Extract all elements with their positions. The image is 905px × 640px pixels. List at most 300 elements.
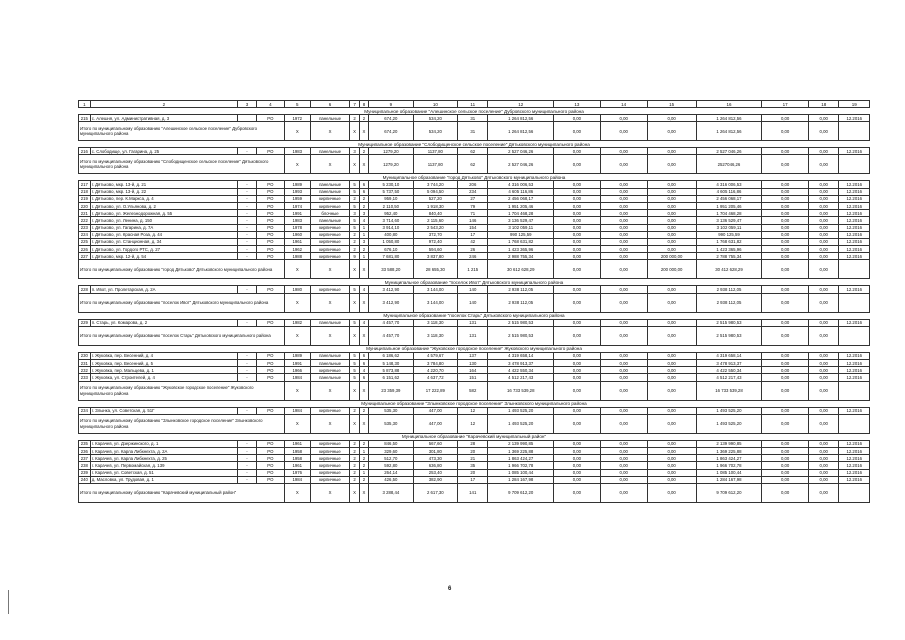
table-cell: 473,30 xyxy=(413,455,457,462)
table-cell: 0,00 xyxy=(809,455,839,462)
total-cell: 140 xyxy=(458,293,488,312)
table-cell: 1984 xyxy=(284,407,310,414)
table-cell: 1974 xyxy=(284,202,310,209)
table-cell: РО xyxy=(256,195,284,202)
total-cell: 0,00 xyxy=(553,483,600,502)
table-cell: 1 768 631,82 xyxy=(488,238,554,245)
total-cell: 0,00 xyxy=(553,122,600,141)
table-cell: 592,80 xyxy=(369,462,413,469)
table-cell: 234 xyxy=(458,188,488,195)
table-cell: с. Слободище, ул. Гагарина, д. 25 xyxy=(90,148,237,155)
table-cell: кирпичные xyxy=(310,202,350,209)
column-number: 14 xyxy=(600,101,647,108)
total-cell: 2 527 046,26 xyxy=(488,155,554,174)
total-cell: X xyxy=(310,414,350,433)
table-cell: 4 319 658,14 xyxy=(696,352,762,359)
table-cell: панельные xyxy=(310,352,350,359)
total-cell: X xyxy=(359,483,368,502)
table-cell: 12.2016 xyxy=(839,447,870,454)
table-cell: - xyxy=(238,286,257,293)
table-cell: 0,00 xyxy=(647,148,696,155)
table-cell: кирпичные xyxy=(310,238,350,245)
table-row xyxy=(79,476,870,483)
table-cell: 2 139 990,85 xyxy=(488,440,554,447)
table-cell: 3 136 529,47 xyxy=(488,217,554,224)
table-cell: 0,00 xyxy=(809,440,839,447)
table-cell: 972,40 xyxy=(413,238,457,245)
table-cell: кирпичные xyxy=(310,367,350,374)
table-cell: панельные xyxy=(310,319,350,326)
total-cell: 23 359,39 xyxy=(369,381,413,400)
table-cell: 225 xyxy=(79,238,91,245)
table-cell: 2 xyxy=(359,455,368,462)
total-cell: 0,00 xyxy=(600,414,647,433)
table-cell: РО xyxy=(256,210,284,217)
table-cell: - xyxy=(238,360,257,367)
total-cell: 1 264 812,56 xyxy=(696,122,762,141)
total-cell: 0,00 xyxy=(553,414,600,433)
table-cell: 5 xyxy=(350,286,359,293)
table-cell: 426,50 xyxy=(369,476,413,483)
section-title-row xyxy=(79,433,870,440)
table-cell: - xyxy=(238,231,257,238)
table-cell: 219 xyxy=(79,195,91,202)
table-cell: 2 139 990,85 xyxy=(696,440,762,447)
total-cell: 0,00 xyxy=(600,381,647,400)
table-cell: 3 136 529,47 xyxy=(696,217,762,224)
section-total-row xyxy=(79,414,870,433)
table-cell: 0,00 xyxy=(809,224,839,231)
total-cell: 0,00 xyxy=(553,155,600,174)
table-cell: 222 xyxy=(79,217,91,224)
table-cell: 1983 xyxy=(284,148,310,155)
table-cell: 35 xyxy=(458,462,488,469)
table-cell: - xyxy=(238,455,257,462)
table-row xyxy=(79,188,870,195)
table-cell: 0,00 xyxy=(809,231,839,238)
table-cell: 1993 xyxy=(284,188,310,195)
table-cell: 0,00 xyxy=(647,286,696,293)
table-cell: г. Дятьково, ул. Гагарина, д. 7А xyxy=(90,224,237,231)
table-cell: 1958 xyxy=(284,447,310,454)
section-title-row xyxy=(79,345,870,352)
table-cell: 1991 xyxy=(284,210,310,217)
table-cell: 2 988 755,34 xyxy=(488,253,554,260)
section-total-row xyxy=(79,122,870,141)
total-cell: 0,00 xyxy=(600,260,647,279)
total-cell: 2 617,30 xyxy=(413,483,457,502)
table-cell: г. Жуковка, пер. Весенний, д. 5 xyxy=(90,360,237,367)
table-cell: РО xyxy=(256,253,284,260)
total-cell: X xyxy=(284,155,310,174)
table-cell: 0,00 xyxy=(647,447,696,454)
table-cell: 7 681,80 xyxy=(369,253,413,260)
column-number: 12 xyxy=(488,101,554,108)
table-cell: 447,00 xyxy=(413,407,457,414)
total-cell: X xyxy=(310,260,350,279)
table-cell: - xyxy=(238,217,257,224)
table-cell: 4 579,67 xyxy=(413,352,457,359)
table-cell: 4 422 550,34 xyxy=(488,367,554,374)
total-cell: 1 215 xyxy=(458,260,488,279)
table-cell: 0,00 xyxy=(762,407,809,414)
table-cell: РО xyxy=(256,407,284,414)
table-cell: 0,00 xyxy=(647,469,696,476)
section-title: Муниципальное образование "Злынковское городское поселение" Злынковского муниципального района xyxy=(79,400,870,407)
table-cell: 0,00 xyxy=(600,238,647,245)
table-cell: РО xyxy=(256,231,284,238)
table-cell: 4 512 217,43 xyxy=(488,374,554,381)
section-title-row xyxy=(79,312,870,319)
table-cell: 5 xyxy=(350,352,359,359)
table-cell: 0,00 xyxy=(809,238,839,245)
table-cell: 0,00 xyxy=(600,115,647,122)
table-cell: 0,00 xyxy=(762,367,809,374)
table-cell: 4 xyxy=(359,367,368,374)
table-cell: 0,00 xyxy=(553,360,600,367)
table-cell: 0,00 xyxy=(647,367,696,374)
table-cell: РО xyxy=(256,447,284,454)
table-cell: 1 xyxy=(359,469,368,476)
table-cell: 0,00 xyxy=(809,469,839,476)
table-cell: 0,00 xyxy=(809,476,839,483)
table-cell: 0,00 xyxy=(647,188,696,195)
table-cell: 1 085 100,44 xyxy=(696,469,762,476)
table-cell: 0,00 xyxy=(809,188,839,195)
table-cell: 1 704 468,28 xyxy=(696,210,762,217)
table-cell: 2 xyxy=(350,476,359,483)
table-cell: 3 478 913,37 xyxy=(488,360,554,367)
table-cell: 0,00 xyxy=(647,352,696,359)
table-cell: 0,00 xyxy=(553,231,600,238)
table-cell: 131 xyxy=(458,319,488,326)
total-cell: 1279,20 xyxy=(369,155,413,174)
table-cell: 0,00 xyxy=(553,217,600,224)
total-cell: X xyxy=(350,414,359,433)
table-cell: 230 xyxy=(79,352,91,359)
table-cell: 0,00 xyxy=(600,319,647,326)
total-cell: 0,00 xyxy=(809,260,839,279)
total-cell: 0,00 xyxy=(647,326,696,345)
table-cell: 2 xyxy=(350,195,359,202)
table-cell: 1 264 812,56 xyxy=(696,115,762,122)
table-cell: 1 966 702,78 xyxy=(696,462,762,469)
table-cell: 0,00 xyxy=(762,440,809,447)
column-number: 4 xyxy=(256,101,284,108)
table-cell: 0,00 xyxy=(553,407,600,414)
table-cell: 12.2016 xyxy=(839,115,870,122)
table-row xyxy=(79,469,870,476)
table-cell: 0,00 xyxy=(553,455,600,462)
column-number: 1 xyxy=(79,101,91,108)
table-cell: 0,00 xyxy=(809,286,839,293)
table-cell: 5 094,50 xyxy=(413,188,457,195)
table-cell: 12.2016 xyxy=(839,374,870,381)
table-cell: 1984 xyxy=(284,476,310,483)
table-cell: блочные xyxy=(310,210,350,217)
total-cell: 131 xyxy=(458,326,488,345)
total-cell xyxy=(839,260,870,279)
table-row xyxy=(79,407,870,414)
table-cell: 0,00 xyxy=(553,286,600,293)
total-cell: 0,00 xyxy=(762,381,809,400)
table-row xyxy=(79,447,870,454)
table-cell xyxy=(238,115,257,122)
table-cell: 0,00 xyxy=(600,352,647,359)
table-row xyxy=(79,238,870,245)
table-cell: 0,00 xyxy=(600,210,647,217)
table-cell: 1978 xyxy=(284,224,310,231)
total-cell: 0,00 xyxy=(600,326,647,345)
table-cell: 12.2016 xyxy=(839,407,870,414)
column-number: 7 xyxy=(350,101,359,108)
table-cell: 1982 xyxy=(284,319,310,326)
table-cell: 2 xyxy=(359,148,368,155)
total-cell: 30 612 628,29 xyxy=(488,260,554,279)
total-cell: X xyxy=(350,122,359,141)
table-cell: 200 000,00 xyxy=(647,253,696,260)
table-cell: 2 xyxy=(359,246,368,253)
table-cell: 674,20 xyxy=(369,115,413,122)
table-cell: 0,00 xyxy=(600,253,647,260)
total-cell: 0,00 xyxy=(809,381,839,400)
total-cell: 535,30 xyxy=(369,414,413,433)
table-cell: 0,00 xyxy=(809,253,839,260)
total-cell: X xyxy=(284,326,310,345)
table-cell: РО xyxy=(256,246,284,253)
table-cell: - xyxy=(238,469,257,476)
table-cell: 382,90 xyxy=(413,476,457,483)
total-cell xyxy=(839,122,870,141)
table-cell: 0,00 xyxy=(762,181,809,188)
table-cell: 2 xyxy=(359,202,368,209)
table-cell: 151 xyxy=(458,374,488,381)
total-cell: 0,00 xyxy=(647,381,696,400)
total-cell: 0,00 xyxy=(762,293,809,312)
table-cell: 12.2016 xyxy=(839,217,870,224)
section-title-row xyxy=(79,141,870,148)
total-cell: X xyxy=(359,122,368,141)
table-cell: 636,80 xyxy=(413,462,457,469)
total-cell: X xyxy=(350,155,359,174)
table-cell: 1 863 424,27 xyxy=(488,455,554,462)
table-cell: г. Злынка, ул. Советская, д. 51Г xyxy=(90,407,237,414)
table-cell: 0,00 xyxy=(809,148,839,155)
table-cell: 1976 xyxy=(284,469,310,476)
table-cell: 567,60 xyxy=(413,440,457,447)
total-cell: X xyxy=(310,122,350,141)
table-cell: г. Карачев, ул. Советская, д. 51 xyxy=(90,469,237,476)
table-cell: 5 873,88 xyxy=(369,367,413,374)
table-cell: 4 316 006,53 xyxy=(696,181,762,188)
table-cell: 206 xyxy=(458,181,488,188)
table-cell: 6 xyxy=(359,374,368,381)
table-cell: 0,00 xyxy=(600,181,647,188)
table-cell: 264,14 xyxy=(369,469,413,476)
table-cell: 1980 xyxy=(284,286,310,293)
total-cell: X xyxy=(310,293,350,312)
table-cell: РО xyxy=(256,476,284,483)
table-cell: 6 xyxy=(359,360,368,367)
table-cell: 164 xyxy=(458,367,488,374)
table-row xyxy=(79,440,870,447)
table-cell: 3 xyxy=(350,210,359,217)
total-cell: X xyxy=(284,414,310,433)
total-cell: X xyxy=(350,260,359,279)
table-cell: г. Дятьково, мкр. 12-й, д. 54 xyxy=(90,253,237,260)
table-cell: 221 xyxy=(79,210,91,217)
column-number: 15 xyxy=(647,101,696,108)
table-cell: - xyxy=(238,253,257,260)
total-cell xyxy=(839,326,870,345)
table-cell: 21 xyxy=(458,455,488,462)
total-cell: X xyxy=(310,155,350,174)
table-cell: 6 xyxy=(359,352,368,359)
table-cell: - xyxy=(238,476,257,483)
table-cell: 1 xyxy=(359,447,368,454)
table-cell: - xyxy=(238,462,257,469)
section-title: Муниципальное образование "поселок Ивот" Дятьковского муниципального района xyxy=(79,279,870,286)
table-cell: 2 515 980,53 xyxy=(488,319,554,326)
table-cell: 1 423 365,96 xyxy=(488,246,554,253)
table-cell: 1 050,80 xyxy=(369,238,413,245)
table-cell: 2 938 112,05 xyxy=(696,286,762,293)
section-total-label: Итого по муниципальному образованию "Карачевский муниципальный район" xyxy=(79,483,285,502)
table-cell: РО xyxy=(256,202,284,209)
table-cell: г. Карачев, ул. Первомайская, д. 139 xyxy=(90,462,237,469)
table-cell: 235 xyxy=(79,440,91,447)
column-number: 18 xyxy=(809,101,839,108)
table-cell: 0,00 xyxy=(762,231,809,238)
total-cell: 3 118,30 xyxy=(413,326,457,345)
table-cell: 0,00 xyxy=(647,238,696,245)
table-cell: 0,00 xyxy=(553,462,600,469)
table-cell: 0,00 xyxy=(809,319,839,326)
section-title: Муниципальное образование "Жуковское городское поселение" Жуковского муниципального района xyxy=(79,345,870,352)
section-title-row xyxy=(79,279,870,286)
table-cell: 0,00 xyxy=(600,407,647,414)
total-cell: 1137,80 xyxy=(413,155,457,174)
table-cell: панельные xyxy=(310,360,350,367)
table-cell: 0,00 xyxy=(553,202,600,209)
table-cell: 0,00 xyxy=(600,224,647,231)
table-cell: 3 412,90 xyxy=(369,286,413,293)
table-cell: 0,00 xyxy=(809,246,839,253)
section-title: Муниципальное образование "Карачевский муниципальный район" xyxy=(79,433,870,440)
table-cell: 0,00 xyxy=(762,253,809,260)
table-cell: 234 xyxy=(79,407,91,414)
page-number: 6 xyxy=(448,586,452,592)
table-cell: кирпичные xyxy=(310,407,350,414)
table-cell: 215 xyxy=(79,115,91,122)
table-cell: 26 xyxy=(458,246,488,253)
table-cell: 1958 xyxy=(284,455,310,462)
table-cell: 0,00 xyxy=(809,115,839,122)
table-cell: 2 xyxy=(350,440,359,447)
table-cell: 2 110,50 xyxy=(369,202,413,209)
table-cell: 4 220,70 xyxy=(413,367,457,374)
table-cell: 12.2016 xyxy=(839,253,870,260)
table-cell: 2 456 068,17 xyxy=(488,195,554,202)
table-cell: кирпичные xyxy=(310,440,350,447)
table-cell: 0,00 xyxy=(809,202,839,209)
table-cell: 535,30 xyxy=(369,407,413,414)
table-cell: 0,00 xyxy=(647,246,696,253)
table-cell: 3 144,00 xyxy=(413,286,457,293)
table-cell: г. Жуковка, пер. Весенний, д. 4 xyxy=(90,352,237,359)
table-cell: 1961 xyxy=(284,440,310,447)
table-cell: 236 xyxy=(79,447,91,454)
table-cell: 3 xyxy=(359,210,368,217)
table-cell: - xyxy=(238,367,257,374)
section-total-row xyxy=(79,326,870,345)
table-cell: 4 319 658,14 xyxy=(488,352,554,359)
table-cell: 2 456 068,17 xyxy=(696,195,762,202)
table-cell: 1984 xyxy=(284,374,310,381)
table-row xyxy=(79,224,870,231)
table-cell: 0,00 xyxy=(762,210,809,217)
table-cell: 3 714,60 xyxy=(369,217,413,224)
table-cell: 0,00 xyxy=(553,253,600,260)
total-cell xyxy=(839,293,870,312)
table-cell: 3 784,80 xyxy=(413,360,457,367)
table-cell: 223 xyxy=(79,224,91,231)
table-cell: 238 xyxy=(79,462,91,469)
table-cell: 12.2016 xyxy=(839,469,870,476)
table-cell: 12.2016 xyxy=(839,440,870,447)
table-cell: 1 863 424,27 xyxy=(696,455,762,462)
table-cell: 12.2016 xyxy=(839,367,870,374)
total-cell: X xyxy=(359,293,368,312)
table-cell: 0,00 xyxy=(762,217,809,224)
table-cell: 1983 xyxy=(284,217,310,224)
section-title-row xyxy=(79,174,870,181)
table-cell: г. Карачев, ул. Карла Либкнехта, д. 25 xyxy=(90,455,237,462)
table-cell: 0,00 xyxy=(600,367,647,374)
section-total-label: Итого по муниципальному образованию "поселок Старь" Дятьковского муниципального района xyxy=(79,326,285,345)
table-cell: 4 xyxy=(359,217,368,224)
table-cell: 0,00 xyxy=(553,224,600,231)
total-cell: 0,00 xyxy=(647,414,696,433)
table-cell: - xyxy=(238,352,257,359)
column-number: 2 xyxy=(90,101,237,108)
table-cell: 1962 xyxy=(284,246,310,253)
total-cell: 0,00 xyxy=(600,483,647,502)
total-cell: 582 xyxy=(458,381,488,400)
table-cell: 4 422 550,34 xyxy=(696,367,762,374)
table-cell: 1989 xyxy=(284,352,310,359)
table-cell: - xyxy=(238,407,257,414)
section-total-row xyxy=(79,155,870,174)
table-cell: - xyxy=(238,374,257,381)
table-cell: 12.2016 xyxy=(839,231,870,238)
table-cell: 233 xyxy=(79,374,91,381)
table-cell: 0,00 xyxy=(762,455,809,462)
table-cell: 140 xyxy=(458,286,488,293)
table-cell: РО xyxy=(256,455,284,462)
total-cell: 534,20 xyxy=(413,122,457,141)
table-cell: РО xyxy=(256,181,284,188)
table-cell: г. Дятьково, ул. О.Ульянова, д. 2 xyxy=(90,202,237,209)
table-cell: кирпичные xyxy=(310,286,350,293)
table-cell: 1 xyxy=(359,224,368,231)
table-cell: 0,00 xyxy=(553,210,600,217)
total-cell: 0,00 xyxy=(647,155,696,174)
total-cell xyxy=(839,483,870,502)
table-cell: 534,20 xyxy=(413,115,457,122)
total-cell: X xyxy=(350,381,359,400)
table-cell: кирпичные xyxy=(310,455,350,462)
